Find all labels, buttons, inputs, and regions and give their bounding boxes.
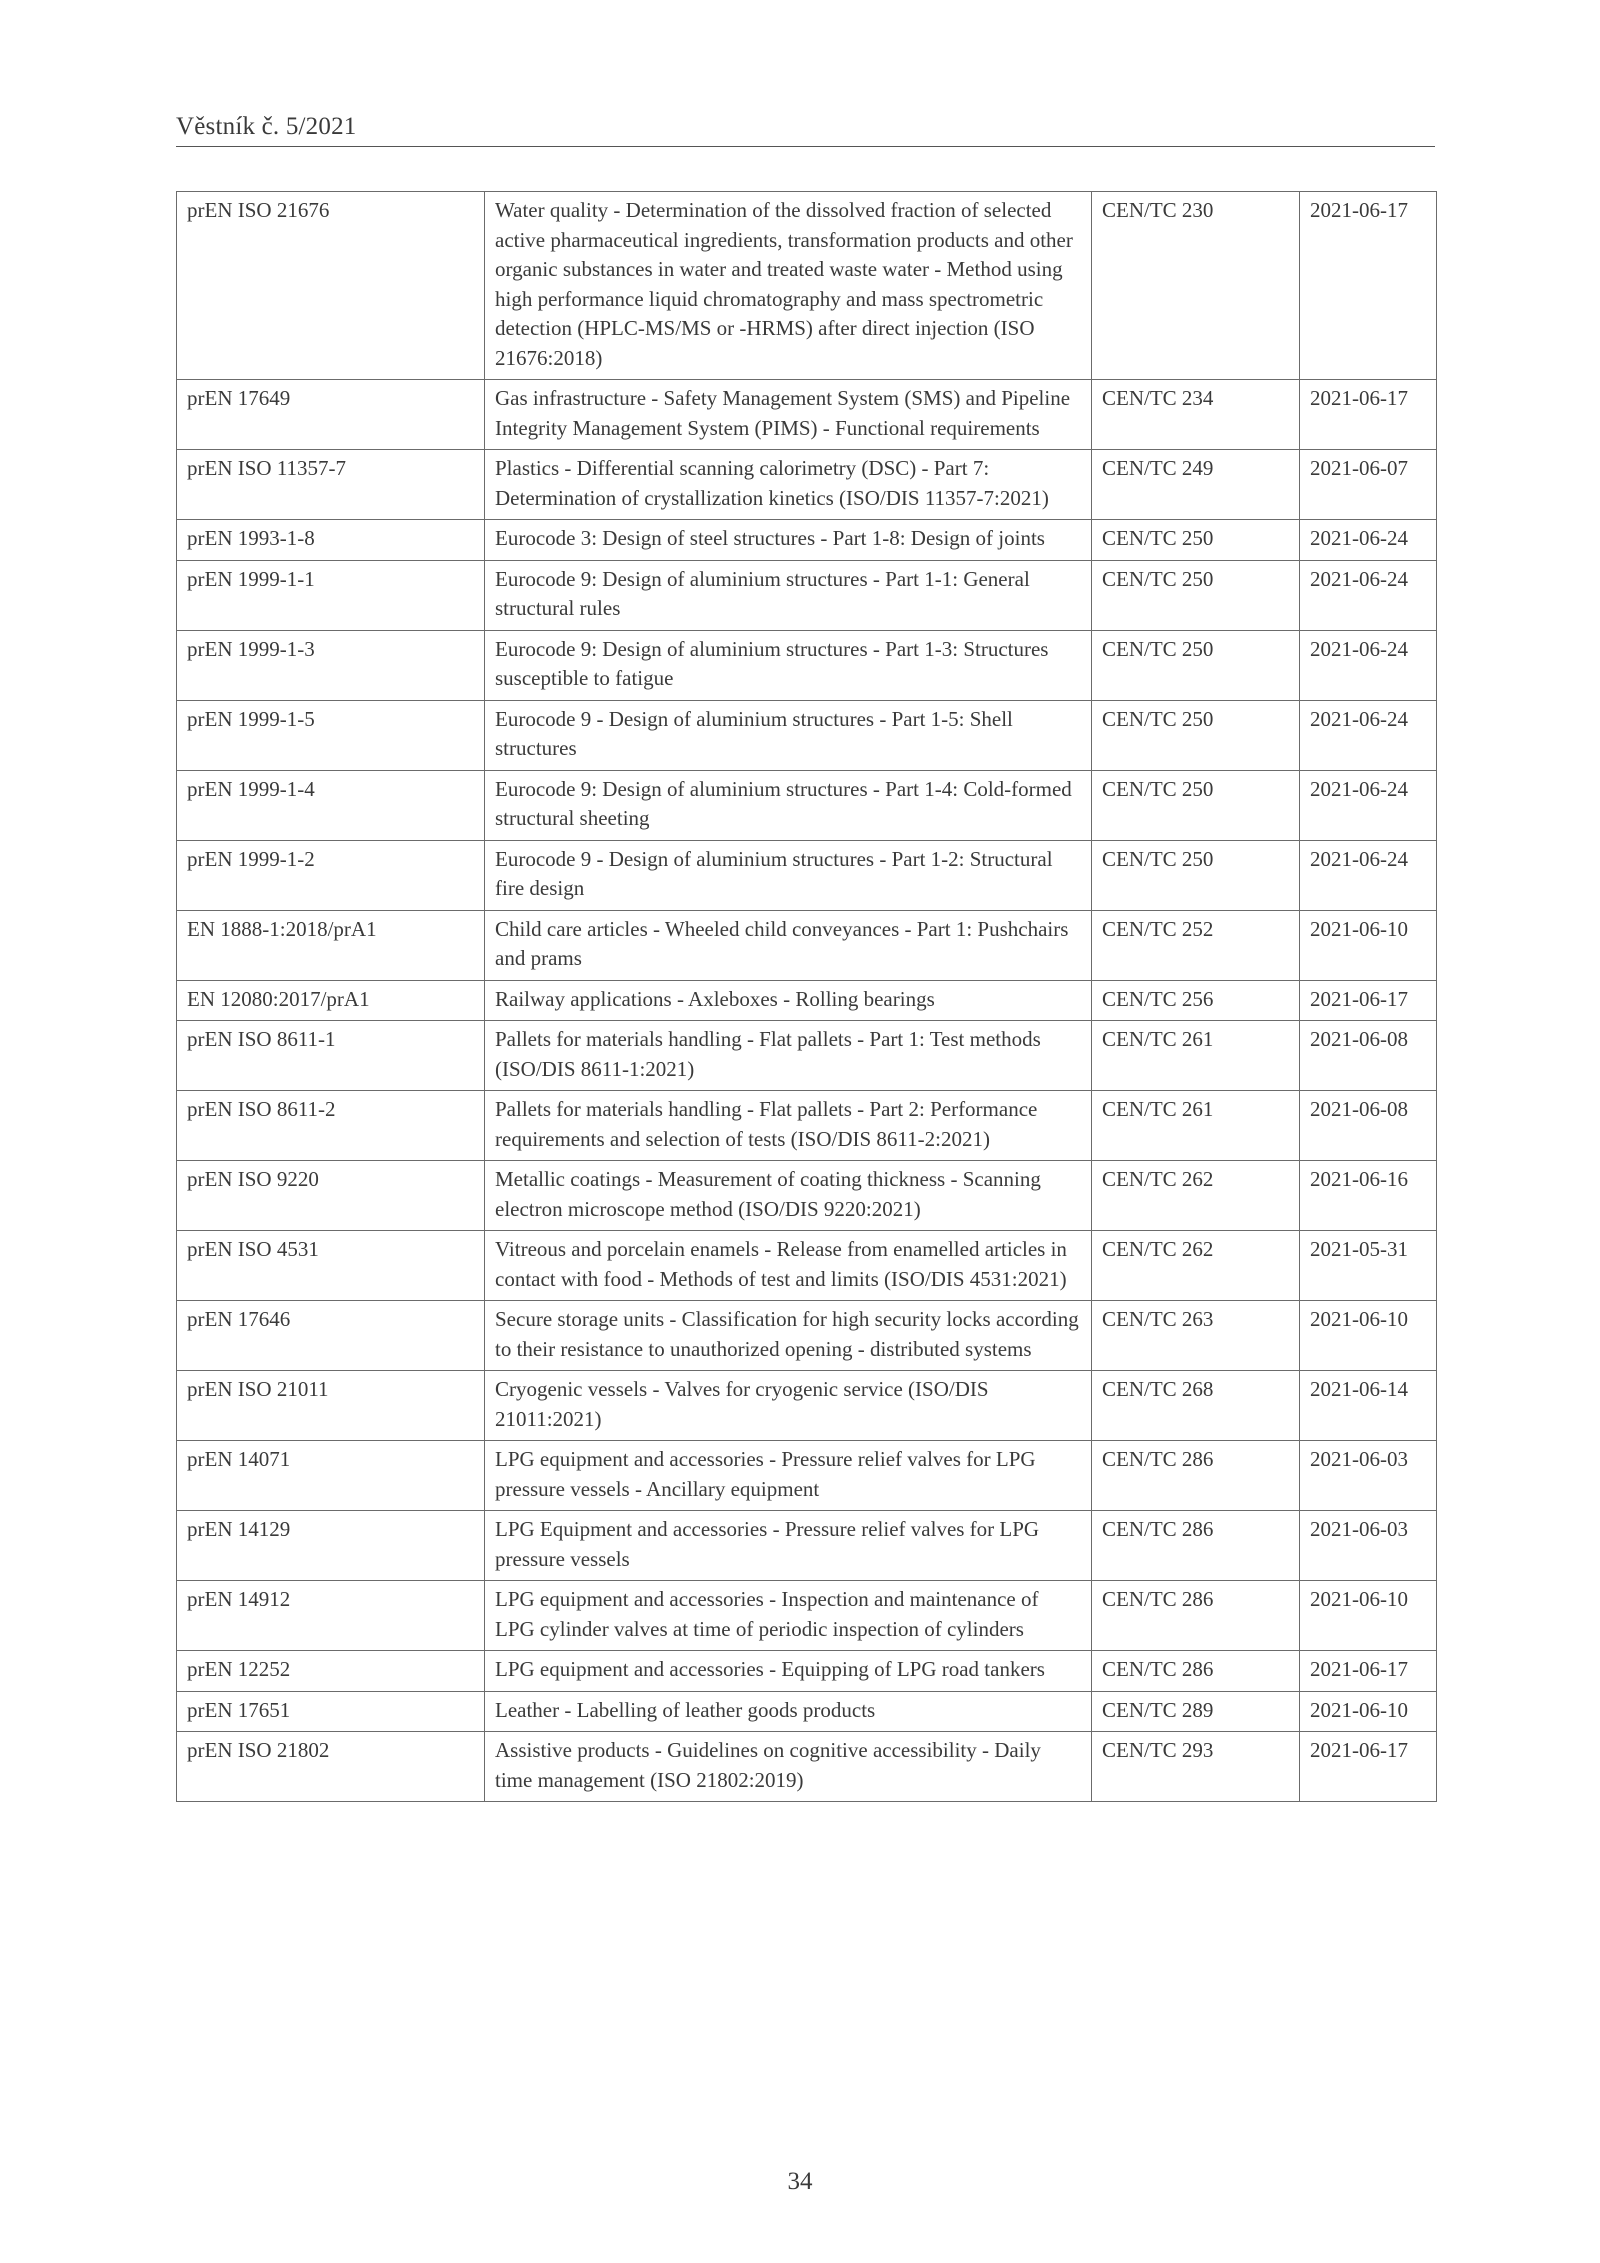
standard-number-cell: prEN ISO 8611-2 [177,1091,485,1161]
deadline-date-cell: 2021-06-10 [1300,1581,1437,1651]
standard-number-cell: prEN 1999-1-3 [177,630,485,700]
standard-number-cell: prEN 14129 [177,1511,485,1581]
standard-number-cell: EN 1888-1:2018/prA1 [177,910,485,980]
committee-cell: CEN/TC 262 [1092,1231,1300,1301]
committee-cell: CEN/TC 250 [1092,630,1300,700]
deadline-date-cell: 2021-06-24 [1300,630,1437,700]
table-row [177,1301,1437,1371]
standard-number-cell: prEN 17649 [177,380,485,450]
table-row [177,192,1437,380]
standard-number-cell: EN 12080:2017/prA1 [177,980,485,1021]
standard-number-cell: prEN 1999-1-1 [177,560,485,630]
table-row [177,450,1437,520]
standards-table-body [177,192,1437,1802]
committee-cell: CEN/TC 252 [1092,910,1300,980]
table-row [177,980,1437,1021]
standard-number-cell: prEN 14912 [177,1581,485,1651]
table-row [177,1441,1437,1511]
standard-title-cell: Child care articles - Wheeled child conveyances - Part 1: Pushchairs and prams [485,910,1092,980]
standard-title-cell: LPG equipment and accessories - Pressure relief valves for LPG pressure vessels - Ancillary equipment [485,1441,1092,1511]
table-row [177,1691,1437,1732]
standard-title-cell: Cryogenic vessels - Valves for cryogenic service (ISO/DIS 21011:2021) [485,1371,1092,1441]
standard-title-cell: Plastics - Differential scanning calorimetry (DSC) - Part 7: Determination of crystallization kinetics (ISO/DIS 11357-7:2021) [485,450,1092,520]
deadline-date-cell: 2021-05-31 [1300,1231,1437,1301]
standard-title-cell: Gas infrastructure - Safety Management System (SMS) and Pipeline Integrity Management System (PIMS) - Functional requirements [485,380,1092,450]
page-number: 34 [787,2168,813,2195]
header-divider [176,146,1435,147]
deadline-date-cell: 2021-06-17 [1300,980,1437,1021]
deadline-date-cell: 2021-06-17 [1300,1732,1437,1802]
table-row [177,770,1437,840]
table-row [177,1091,1437,1161]
standard-number-cell: prEN ISO 8611-1 [177,1021,485,1091]
standard-title-cell: LPG Equipment and accessories - Pressure relief valves for LPG pressure vessels [485,1511,1092,1581]
table-row [177,1651,1437,1692]
deadline-date-cell: 2021-06-17 [1300,380,1437,450]
standard-number-cell: prEN 1999-1-4 [177,770,485,840]
committee-cell: CEN/TC 263 [1092,1301,1300,1371]
standard-title-cell: Pallets for materials handling - Flat pallets - Part 2: Performance requirements and selection of tests (ISO/DIS 8611-2:2021) [485,1091,1092,1161]
standard-title-cell: Pallets for materials handling - Flat pallets - Part 1: Test methods (ISO/DIS 8611-1:2021) [485,1021,1092,1091]
committee-cell: CEN/TC 250 [1092,560,1300,630]
committee-cell: CEN/TC 250 [1092,840,1300,910]
committee-cell: CEN/TC 262 [1092,1161,1300,1231]
table-row [177,840,1437,910]
deadline-date-cell: 2021-06-24 [1300,700,1437,770]
standard-number-cell: prEN ISO 9220 [177,1161,485,1231]
committee-cell: CEN/TC 261 [1092,1021,1300,1091]
standard-title-cell: Eurocode 9: Design of aluminium structures - Part 1-3: Structures susceptible to fatigue [485,630,1092,700]
committee-cell: CEN/TC 249 [1092,450,1300,520]
table-row [177,1231,1437,1301]
deadline-date-cell: 2021-06-10 [1300,1691,1437,1732]
table-row [177,1021,1437,1091]
deadline-date-cell: 2021-06-08 [1300,1021,1437,1091]
standard-number-cell: prEN 17651 [177,1691,485,1732]
table-row [177,380,1437,450]
standard-title-cell: Eurocode 9: Design of aluminium structures - Part 1-1: General structural rules [485,560,1092,630]
deadline-date-cell: 2021-06-24 [1300,770,1437,840]
deadline-date-cell: 2021-06-17 [1300,1651,1437,1692]
standard-title-cell: Metallic coatings - Measurement of coating thickness - Scanning electron microscope method (ISO/DIS 9220:2021) [485,1161,1092,1231]
deadline-date-cell: 2021-06-24 [1300,520,1437,561]
standard-title-cell: Assistive products - Guidelines on cognitive accessibility - Daily time management (ISO 21802:2019) [485,1732,1092,1802]
standard-number-cell: prEN ISO 21802 [177,1732,485,1802]
standard-number-cell: prEN ISO 21011 [177,1371,485,1441]
table-row [177,1371,1437,1441]
standards-table [176,191,1437,1802]
deadline-date-cell: 2021-06-17 [1300,192,1437,380]
committee-cell: CEN/TC 250 [1092,520,1300,561]
committee-cell: CEN/TC 234 [1092,380,1300,450]
table-row [177,1161,1437,1231]
committee-cell: CEN/TC 256 [1092,980,1300,1021]
standard-number-cell: prEN ISO 4531 [177,1231,485,1301]
deadline-date-cell: 2021-06-10 [1300,910,1437,980]
committee-cell: CEN/TC 230 [1092,192,1300,380]
committee-cell: CEN/TC 250 [1092,770,1300,840]
committee-cell: CEN/TC 286 [1092,1441,1300,1511]
standard-title-cell: Eurocode 3: Design of steel structures - Part 1-8: Design of joints [485,520,1092,561]
committee-cell: CEN/TC 250 [1092,700,1300,770]
standard-number-cell: prEN 1999-1-2 [177,840,485,910]
table-row [177,910,1437,980]
committee-cell: CEN/TC 286 [1092,1511,1300,1581]
deadline-date-cell: 2021-06-14 [1300,1371,1437,1441]
committee-cell: CEN/TC 289 [1092,1691,1300,1732]
table-row [177,630,1437,700]
standard-number-cell: prEN 14071 [177,1441,485,1511]
standard-title-cell: LPG equipment and accessories - Equipping of LPG road tankers [485,1651,1092,1692]
standard-number-cell: prEN 1993-1-8 [177,520,485,561]
standard-title-cell: Railway applications - Axleboxes - Rolling bearings [485,980,1092,1021]
table-row [177,700,1437,770]
committee-cell: CEN/TC 293 [1092,1732,1300,1802]
deadline-date-cell: 2021-06-16 [1300,1161,1437,1231]
deadline-date-cell: 2021-06-10 [1300,1301,1437,1371]
standard-title-cell: LPG equipment and accessories - Inspection and maintenance of LPG cylinder valves at time of periodic inspection of cylinders [485,1581,1092,1651]
header-title: Věstník č. 5/2021 [176,113,357,140]
standard-title-cell: Eurocode 9 - Design of aluminium structures - Part 1-2: Structural fire design [485,840,1092,910]
standard-title-cell: Water quality - Determination of the dissolved fraction of selected active pharmaceutical ingredients, transformation products and other organic substances in water and treated waste water - Method using high performance liquid chromatography and mass spectrometric detection (HPLC-MS/MS or -HRMS) after direct injection (ISO 21676:2018) [485,192,1092,380]
deadline-date-cell: 2021-06-24 [1300,840,1437,910]
committee-cell: CEN/TC 268 [1092,1371,1300,1441]
table-row [177,1732,1437,1802]
standard-number-cell: prEN 1999-1-5 [177,700,485,770]
standard-title-cell: Vitreous and porcelain enamels - Release from enamelled articles in contact with food - Methods of test and limits (ISO/DIS 4531:2021) [485,1231,1092,1301]
committee-cell: CEN/TC 286 [1092,1651,1300,1692]
table-row [177,1511,1437,1581]
committee-cell: CEN/TC 261 [1092,1091,1300,1161]
standard-number-cell: prEN 12252 [177,1651,485,1692]
standard-number-cell: prEN ISO 11357-7 [177,450,485,520]
standard-number-cell: prEN 17646 [177,1301,485,1371]
table-row [177,560,1437,630]
standard-title-cell: Secure storage units - Classification for high security locks according to their resistance to unauthorized opening - distributed systems [485,1301,1092,1371]
table-row [177,520,1437,561]
deadline-date-cell: 2021-06-24 [1300,560,1437,630]
deadline-date-cell: 2021-06-07 [1300,450,1437,520]
standard-number-cell: prEN ISO 21676 [177,192,485,380]
table-row [177,1581,1437,1651]
standard-title-cell: Leather - Labelling of leather goods products [485,1691,1092,1732]
committee-cell: CEN/TC 286 [1092,1581,1300,1651]
standard-title-cell: Eurocode 9 - Design of aluminium structures - Part 1-5: Shell structures [485,700,1092,770]
deadline-date-cell: 2021-06-03 [1300,1511,1437,1581]
deadline-date-cell: 2021-06-08 [1300,1091,1437,1161]
deadline-date-cell: 2021-06-03 [1300,1441,1437,1511]
standard-title-cell: Eurocode 9: Design of aluminium structures - Part 1-4: Cold-formed structural sheeting [485,770,1092,840]
